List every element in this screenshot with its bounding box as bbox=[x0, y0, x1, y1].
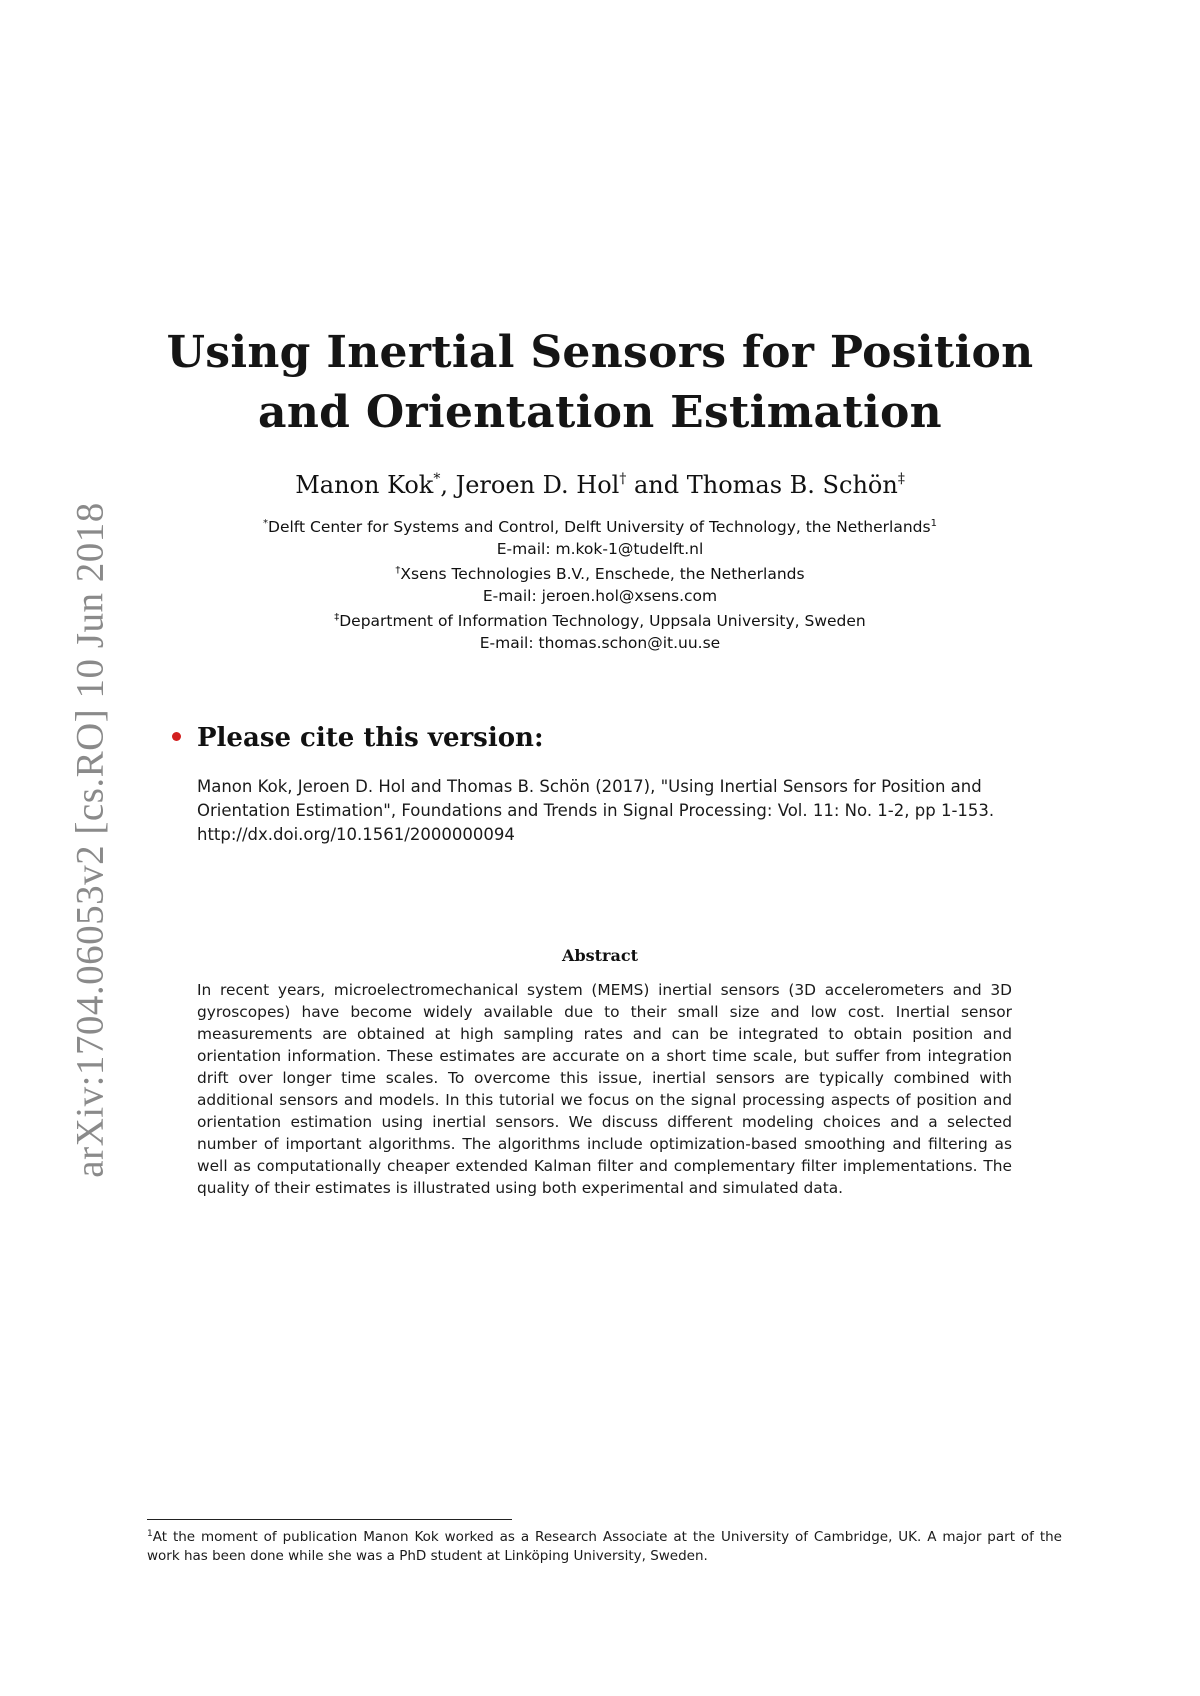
paper-title bbox=[150, 323, 1050, 443]
citation bbox=[197, 775, 1067, 847]
affiliation-uppsala bbox=[150, 607, 1050, 632]
abstract-body: In recent years, microelectromechanical system (MEMS) inertial sensors (3D accelerometers and 3D gyroscopes) have become widely available due to their small size and low cost. Inertial sensor measurements are obtained at high sampling rates and can be integrated to obtain position and orientation information. These estimates are accurate on a short time scale, but suffer from integration drift over longer time scales. To overcome this issue, inertial sensors are typically combined with additional sensors and models. In this tutorial we focus on the signal processing aspects of position and orientation estimation using inertial sensors. We discuss different modeling choices and a selected number of important algorithms. The algorithms include optimization-based smoothing and filtering as well as computationally cheaper extended Kalman filter and complementary filter implementations. The quality of their estimates is illustrated using both experimental and simulated data. bbox=[197, 981, 1012, 1197]
title-line-2: and Orientation Estimation bbox=[258, 387, 942, 438]
author-list bbox=[150, 463, 1050, 501]
author-hol: Jeroen D. Hol bbox=[455, 471, 620, 499]
email-schon: E-mail: thomas.schon@it.uu.se bbox=[479, 634, 721, 652]
author-separator: , bbox=[440, 471, 456, 499]
affiliation-mark: † bbox=[395, 565, 401, 576]
affiliation-mark: * bbox=[263, 518, 269, 529]
author-separator: and bbox=[626, 471, 687, 499]
arxiv-identifier: arXiv:1704.06053v2 [cs.RO] 10 Jun 2018 bbox=[68, 502, 112, 1178]
abstract-heading: Abstract bbox=[562, 946, 638, 965]
doi-link[interactable]: http://dx.doi.org/10.1561/2000000094 bbox=[197, 825, 515, 844]
footnote-divider bbox=[147, 1519, 512, 1520]
cite-heading-text: Please cite this version: bbox=[197, 723, 544, 753]
author-mark: † bbox=[619, 471, 627, 487]
affiliations bbox=[150, 513, 1050, 654]
email-hol: E-mail: jeroen.hol@xsens.com bbox=[482, 587, 718, 605]
citation-line: Orientation Estimation", Foundations and Trends in Signal Processing: Vol. 11: No. 1-2, pp 1-153. bbox=[197, 801, 995, 820]
citation-line: Manon Kok, Jeroen D. Hol and Thomas B. Schön (2017), "Using Inertial Sensors for Position and bbox=[197, 777, 982, 796]
footnote-mark: 1 bbox=[147, 1529, 153, 1539]
affiliation-text: Delft Center for Systems and Control, Delft University of Technology, the Netherlands bbox=[268, 518, 931, 536]
author-schon: Thomas B. Schön bbox=[686, 471, 898, 499]
title-line-1: Using Inertial Sensors for Position bbox=[166, 327, 1034, 378]
author-kok: Manon Kok bbox=[295, 471, 434, 499]
affiliation-text: Xsens Technologies B.V., Enschede, the Netherlands bbox=[400, 565, 805, 583]
footnote-text: At the moment of publication Manon Kok worked as a Research Associate at the University of Cambridge, UK. A major part of the work has been done while she was a PhD student at Linköping University, Sweden. bbox=[147, 1529, 1062, 1564]
email-kok: E-mail: m.kok-1@tudelft.nl bbox=[496, 540, 704, 558]
affiliation-mark: ‡ bbox=[334, 612, 340, 623]
affiliation-text: Department of Information Technology, Uppsala University, Sweden bbox=[339, 612, 866, 630]
cite-heading bbox=[172, 721, 544, 755]
footnote bbox=[147, 1525, 1062, 1566]
author-mark: ‡ bbox=[897, 471, 905, 487]
bullet-icon bbox=[172, 732, 181, 741]
footnote-ref: 1 bbox=[930, 518, 937, 529]
affiliation-delft bbox=[150, 513, 1050, 538]
author-mark: * bbox=[433, 471, 441, 487]
affiliation-xsens bbox=[150, 560, 1050, 585]
